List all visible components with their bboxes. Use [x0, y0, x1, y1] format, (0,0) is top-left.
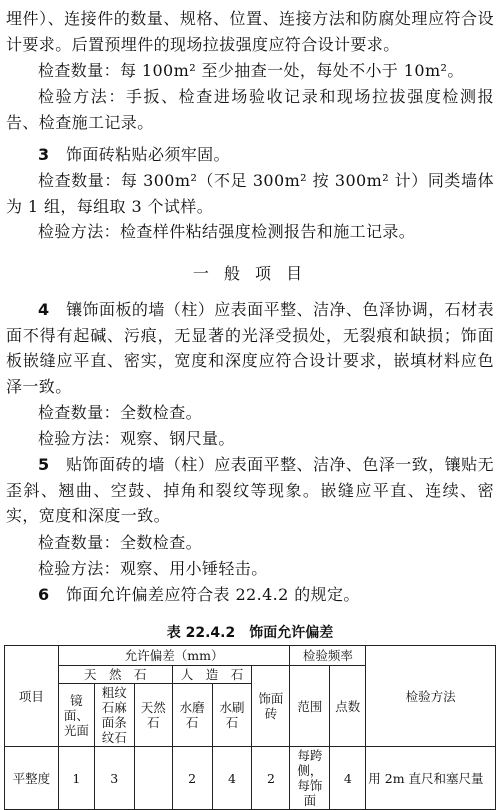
- paragraph-check-quantity: 检查数量：每 100m² 至少抽查一处，每处不小于 10m²。: [38, 61, 464, 80]
- header-washed-stone: 水刷石: [212, 684, 252, 747]
- cell-rough: 3: [94, 747, 134, 810]
- paragraph-continued: 埋件）、连接件的数量、规格、位置、连接方法和防腐处理应符合设计要求。后置预埋件的现场拉拔强度应符合设计要求。: [6, 9, 494, 54]
- paragraph-check-method: 检验方法：观察、钢尺量。: [38, 429, 235, 448]
- header-points: 点数: [330, 666, 366, 747]
- clause-text: 饰面允许偏差应符合表 22.4.2 的规定。: [65, 585, 360, 604]
- paragraph-check-method: 检验方法：检查样件粘结强度检测报告和施工记录。: [38, 222, 416, 241]
- header-tile: 饰面砖: [252, 666, 290, 747]
- header-mirror-surface: 镜面、光面: [58, 684, 94, 747]
- paragraph-check-quantity: 检查数量：全数检查。: [38, 403, 203, 422]
- paragraph-check-quantity: 检查数量：每 300m²（不足 300m² 按 300m² 计）同类墙体为 1 组，每组取 3 个试样。: [6, 171, 494, 216]
- header-allowed-deviation: 允许偏差（mm）: [58, 646, 290, 666]
- header-item: 项目: [5, 646, 59, 747]
- header-artificial-stone: 人 造 石: [172, 666, 252, 684]
- cell-natural-stone: [134, 747, 172, 810]
- clause-3: [6, 142, 494, 168]
- section-title: 一 般 项 目: [192, 264, 308, 283]
- clause-5: [6, 452, 494, 529]
- header-inspection-frequency: 检验频率: [290, 646, 366, 666]
- clause-6: [6, 582, 494, 608]
- clause-text: 贴饰面砖的墙（柱）应表面平整、洁净、色泽一致，镶贴无歪斜、翘曲、空鼓、掉角和裂纹等现象。嵌缝应平直、连续、密实，宽度和深度一致。: [6, 455, 494, 525]
- header-rough-surface: 粗纹石麻面条纹石: [94, 684, 134, 747]
- cell-mirror: 1: [58, 747, 94, 810]
- clause-text: 镶饰面板的墙（柱）应表面平整、洁净、色泽协调，石材表面不得有起碱、污痕，无显著的光泽受损处，无裂痕和缺损；饰面板嵌缝应平直、密实，宽度和深度应符合设计要求，嵌填材料应色泽一致。: [6, 300, 494, 396]
- cell-points: 4: [330, 747, 366, 810]
- clause-number: 3: [38, 145, 50, 164]
- header-inspection-method: 检验方法: [366, 646, 496, 747]
- clause-text: 饰面砖粘贴必须牢固。: [65, 145, 230, 164]
- cell-tile: 2: [252, 747, 290, 810]
- header-range: 范围: [290, 666, 330, 747]
- paragraph-check-method: 检验方法：手扳、检查进场验收记录和现场拉拔强度检测报告、检查施工记录。: [6, 87, 494, 132]
- header-natural-stone: 天 然 石: [58, 666, 172, 684]
- cell-method: 用 2m 直尺和塞尺量: [366, 747, 496, 810]
- clause-4: [6, 297, 494, 399]
- clause-number: 6: [38, 585, 50, 604]
- table-title: 表 22.4.2 饰面允许偏差: [166, 625, 334, 641]
- table-row: [5, 747, 496, 810]
- header-terrazzo: 水磨石: [172, 684, 212, 747]
- cell-terrazzo: 2: [172, 747, 212, 810]
- deviation-table: [4, 645, 496, 810]
- clause-number: 4: [38, 300, 50, 319]
- cell-washed: 4: [212, 747, 252, 810]
- paragraph-check-method: 检验方法：观察、用小锤轻击。: [38, 559, 268, 578]
- paragraph-check-quantity: 检查数量：全数检查。: [38, 533, 203, 552]
- cell-range: 每跨侧，每饰面: [290, 747, 330, 810]
- cell-item: 平整度: [5, 747, 59, 810]
- header-natural-stone-col: 天然石: [134, 684, 172, 747]
- clause-number: 5: [38, 455, 50, 474]
